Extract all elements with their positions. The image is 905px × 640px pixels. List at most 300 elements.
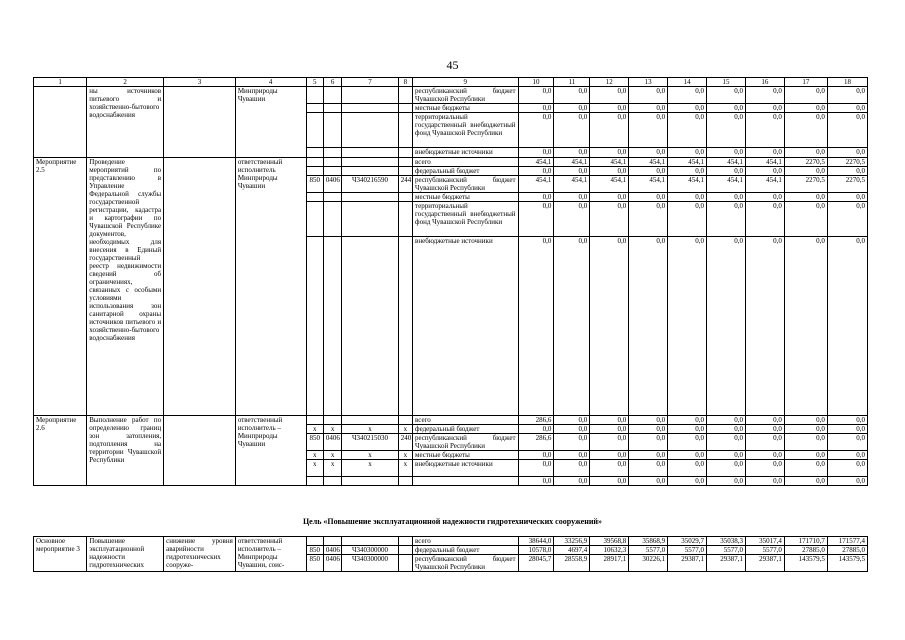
value-cell: 0,0 xyxy=(745,425,784,434)
value-cell: 0,0 xyxy=(827,202,867,237)
code-cell xyxy=(323,193,341,202)
code-cell: x xyxy=(398,460,412,477)
code-cell xyxy=(306,537,323,546)
table-row xyxy=(34,416,868,425)
executor-name: Минприроды Чувашии xyxy=(237,174,278,190)
value-cell: 0,0 xyxy=(827,167,867,176)
code-cell xyxy=(323,104,341,113)
value-cell: 29387,1 xyxy=(745,555,784,572)
value-cell: 0,0 xyxy=(707,434,746,451)
empty-cell xyxy=(164,416,236,486)
value-cell: 0,0 xyxy=(668,237,707,416)
value-cell: 0,0 xyxy=(668,451,707,460)
value-cell: 29387,1 xyxy=(707,555,746,572)
value-cell: 454,1 xyxy=(629,176,668,193)
code-cell xyxy=(342,416,398,425)
value-cell: 0,0 xyxy=(554,425,590,434)
value-cell: 454,1 xyxy=(745,158,784,167)
value-cell: 454,1 xyxy=(668,158,707,167)
value-cell: 0,0 xyxy=(518,113,554,148)
value-cell: 0,0 xyxy=(745,148,784,158)
value-cell: 0,0 xyxy=(518,87,554,104)
code-cell xyxy=(342,113,398,148)
value-cell: 454,1 xyxy=(668,176,707,193)
value-cell: 0,0 xyxy=(668,477,707,486)
code-cell: 0406 xyxy=(323,176,341,193)
code-cell xyxy=(306,158,323,167)
value-cell: 0,0 xyxy=(745,434,784,451)
value-cell: 0,0 xyxy=(590,193,629,202)
code-cell: x xyxy=(398,451,412,460)
value-cell: 0,0 xyxy=(784,87,827,104)
value-cell: 2270,5 xyxy=(827,176,867,193)
code-cell xyxy=(398,104,412,113)
table-row xyxy=(34,537,868,546)
value-cell: 0,0 xyxy=(827,460,867,477)
value-cell: 0,0 xyxy=(707,113,746,148)
value-cell: 454,1 xyxy=(590,158,629,167)
code-cell xyxy=(342,158,398,167)
code-cell xyxy=(306,148,323,158)
executor-role: ответственный исполнитель – xyxy=(237,416,283,432)
value-cell: 0,0 xyxy=(518,477,554,486)
code-cell xyxy=(306,477,323,486)
value-cell: 39568,8 xyxy=(590,537,629,546)
source-cell: территориальный государственный внебюджетный фонд Чувашской Республики xyxy=(413,202,519,237)
source-cell: федеральный бюджет xyxy=(413,425,519,434)
code-cell xyxy=(323,416,341,425)
value-cell: 0,0 xyxy=(745,451,784,460)
event-name-cell: Проведение мероприятий по представлению в Управление Федеральной службы государственной регистрации, кадастра и картографии по Чувашской Республике документов, необходимых для внесения в Единый государственный реестр недвижимости сведений об ограничениях, связанных с особыми условиями использования зон санитарной охраны источников питьевого и хозяйственно-бытового водоснабжения xyxy=(87,158,164,416)
source-cell: местные бюджеты xyxy=(413,451,519,460)
event-number-cell: Мероприятие 2.6 xyxy=(34,416,87,486)
code-cell xyxy=(342,237,398,416)
value-cell: 27885,0 xyxy=(784,546,827,555)
code-cell: 0406 xyxy=(323,546,341,555)
value-cell: 0,0 xyxy=(590,237,629,416)
code-cell xyxy=(323,477,341,486)
column-header: 4 xyxy=(235,78,306,87)
value-cell: 0,0 xyxy=(518,460,554,477)
code-cell: Ч340216590 xyxy=(342,176,398,193)
column-header: 8 xyxy=(398,78,412,87)
code-cell xyxy=(323,87,341,104)
column-header: 6 xyxy=(323,78,341,87)
value-cell: 0,0 xyxy=(629,87,668,104)
value-cell: 0,0 xyxy=(707,460,746,477)
code-cell xyxy=(323,113,341,148)
value-cell: 0,0 xyxy=(668,460,707,477)
value-cell: 33256,9 xyxy=(554,537,590,546)
value-cell: 0,0 xyxy=(745,416,784,425)
code-cell xyxy=(323,148,341,158)
value-cell: 0,0 xyxy=(554,87,590,104)
column-header: 2 xyxy=(87,78,164,87)
value-cell: 0,0 xyxy=(745,104,784,113)
value-cell: 0,0 xyxy=(629,425,668,434)
value-cell: 0,0 xyxy=(554,167,590,176)
value-cell: 454,1 xyxy=(554,158,590,167)
code-cell: x xyxy=(342,451,398,460)
code-cell xyxy=(398,202,412,237)
code-cell: x xyxy=(342,425,398,434)
value-cell: 0,0 xyxy=(668,113,707,148)
value-cell: 38644,0 xyxy=(518,537,554,546)
code-cell xyxy=(342,104,398,113)
value-cell: 0,0 xyxy=(629,193,668,202)
event-number-cell: Мероприятие 2.5 xyxy=(34,158,87,416)
source-cell: территориальный государственный внебюджетный фонд Чувашской Республики xyxy=(413,113,519,148)
value-cell: 0,0 xyxy=(554,416,590,425)
column-header: 14 xyxy=(668,78,707,87)
value-cell: 454,1 xyxy=(518,176,554,193)
value-cell: 0,0 xyxy=(590,87,629,104)
code-cell: Ч340215030 xyxy=(342,434,398,451)
value-cell: 10632,3 xyxy=(590,546,629,555)
value-cell: 0,0 xyxy=(827,477,867,486)
code-cell xyxy=(342,202,398,237)
value-cell: 2270,5 xyxy=(827,158,867,167)
value-cell: 0,0 xyxy=(707,193,746,202)
code-cell xyxy=(323,158,341,167)
value-cell: 0,0 xyxy=(784,237,827,416)
value-cell: 0,0 xyxy=(784,416,827,425)
value-cell: 0,0 xyxy=(668,148,707,158)
code-cell: Ч340300000 xyxy=(342,546,398,555)
value-cell: 0,0 xyxy=(827,113,867,148)
column-header: 12 xyxy=(590,78,629,87)
value-cell: 0,0 xyxy=(518,148,554,158)
value-cell: 0,0 xyxy=(590,148,629,158)
value-cell: 143579,5 xyxy=(784,555,827,572)
code-cell xyxy=(398,148,412,158)
value-cell: 0,0 xyxy=(668,434,707,451)
column-header: 16 xyxy=(745,78,784,87)
code-cell xyxy=(398,477,412,486)
source-cell: внебюджетные источники xyxy=(413,148,519,158)
value-cell: 0,0 xyxy=(784,193,827,202)
page-number: 45 xyxy=(446,58,459,72)
source-cell: внебюджетные источники xyxy=(413,460,519,477)
event-number-cell: Основное мероприятие 3 xyxy=(34,537,87,572)
column-header: 17 xyxy=(784,78,827,87)
source-cell: всего xyxy=(413,416,519,425)
code-cell xyxy=(398,193,412,202)
value-cell: 0,0 xyxy=(554,477,590,486)
source-cell: местные бюджеты xyxy=(413,104,519,113)
value-cell: 0,0 xyxy=(590,425,629,434)
source-cell: федеральный бюджет xyxy=(413,546,519,555)
source-cell: республиканский бюджет Чувашской Республики xyxy=(413,87,519,104)
value-cell: 0,0 xyxy=(668,193,707,202)
value-cell: 286,6 xyxy=(518,416,554,425)
value-cell: 0,0 xyxy=(554,237,590,416)
value-cell: 0,0 xyxy=(668,87,707,104)
code-cell xyxy=(342,87,398,104)
budget-table xyxy=(33,77,868,486)
value-cell: 454,1 xyxy=(629,158,668,167)
value-cell: 0,0 xyxy=(827,104,867,113)
header-row xyxy=(34,78,868,87)
event-name-cell: Повышение эксплуатационной надежности гидротехнических xyxy=(87,537,164,572)
code-cell xyxy=(342,537,398,546)
target-indicator-cell: снижение уровня аварийности гидротехнических сооруже- xyxy=(164,537,236,572)
value-cell: 454,1 xyxy=(590,176,629,193)
column-header: 7 xyxy=(342,78,398,87)
value-cell: 0,0 xyxy=(518,202,554,237)
code-cell xyxy=(398,167,412,176)
event-name-cell: ны источников питьевого и хозяйственно-бытового водоснабжения xyxy=(87,87,164,158)
code-cell xyxy=(398,546,412,555)
value-cell: 0,0 xyxy=(518,451,554,460)
event-name-cell: Выполнение работ по определению границ зон затопления, подтопления на территории Чувашской Республики xyxy=(87,416,164,486)
value-cell: 0,0 xyxy=(784,477,827,486)
value-cell: 35038,3 xyxy=(707,537,746,546)
value-cell: 0,0 xyxy=(827,451,867,460)
value-cell: 0,0 xyxy=(707,416,746,425)
code-cell: 850 xyxy=(306,555,323,572)
code-cell: 850 xyxy=(306,546,323,555)
value-cell: 0,0 xyxy=(784,167,827,176)
value-cell: 0,0 xyxy=(784,460,827,477)
value-cell: 286,6 xyxy=(518,434,554,451)
source-cell: республиканский бюджет Чувашской Республики xyxy=(413,434,519,451)
code-cell: 0406 xyxy=(323,555,341,572)
value-cell: 0,0 xyxy=(554,113,590,148)
code-cell xyxy=(306,87,323,104)
value-cell: 0,0 xyxy=(554,193,590,202)
code-cell xyxy=(398,537,412,546)
value-cell: 27885,0 xyxy=(827,546,867,555)
value-cell: 143579,5 xyxy=(827,555,867,572)
empty-cell xyxy=(164,158,236,416)
value-cell: 0,0 xyxy=(518,237,554,416)
value-cell: 454,1 xyxy=(518,158,554,167)
value-cell: 0,0 xyxy=(668,167,707,176)
value-cell: 0,0 xyxy=(707,167,746,176)
value-cell: 28917,1 xyxy=(590,555,629,572)
value-cell: 0,0 xyxy=(554,202,590,237)
table-row xyxy=(34,87,868,104)
column-header: 5 xyxy=(306,78,323,87)
value-cell: 0,0 xyxy=(668,416,707,425)
code-cell: 850 xyxy=(306,434,323,451)
code-cell xyxy=(306,202,323,237)
value-cell: 0,0 xyxy=(590,477,629,486)
value-cell: 5577,0 xyxy=(707,546,746,555)
value-cell: 454,1 xyxy=(707,176,746,193)
value-cell: 2270,5 xyxy=(784,158,827,167)
column-header: 10 xyxy=(518,78,554,87)
column-header: 1 xyxy=(34,78,87,87)
value-cell: 454,1 xyxy=(707,158,746,167)
value-cell: 0,0 xyxy=(827,148,867,158)
goal-table xyxy=(33,536,868,572)
column-header: 9 xyxy=(413,78,519,87)
value-cell: 0,0 xyxy=(745,460,784,477)
value-cell: 0,0 xyxy=(827,416,867,425)
value-cell: 0,0 xyxy=(629,237,668,416)
code-cell: x xyxy=(323,451,341,460)
value-cell: 0,0 xyxy=(784,113,827,148)
source-cell: федеральный бюджет xyxy=(413,167,519,176)
value-cell: 0,0 xyxy=(629,434,668,451)
goal-title: Цель «Повышение эксплуатационной надежности гидротехнических сооружений» xyxy=(302,517,603,526)
value-cell: 0,0 xyxy=(707,237,746,416)
value-cell: 29387,1 xyxy=(668,555,707,572)
code-cell xyxy=(306,167,323,176)
value-cell: 0,0 xyxy=(745,167,784,176)
source-cell xyxy=(413,477,519,486)
table-row xyxy=(34,158,868,167)
value-cell: 0,0 xyxy=(707,425,746,434)
value-cell: 0,0 xyxy=(629,202,668,237)
value-cell: 0,0 xyxy=(629,460,668,477)
code-cell: x xyxy=(323,425,341,434)
value-cell: 0,0 xyxy=(745,193,784,202)
value-cell: 0,0 xyxy=(784,451,827,460)
source-cell: внебюджетные источники xyxy=(413,237,519,416)
source-cell: всего xyxy=(413,537,519,546)
code-cell xyxy=(306,113,323,148)
executor-cell: ответственный исполнитель – Минприроды Чувашии, соис- xyxy=(235,537,306,572)
value-cell: 0,0 xyxy=(629,167,668,176)
value-cell: 0,0 xyxy=(827,87,867,104)
value-cell: 0,0 xyxy=(668,104,707,113)
code-cell: x xyxy=(306,425,323,434)
value-cell: 0,0 xyxy=(629,113,668,148)
value-cell: 0,0 xyxy=(629,148,668,158)
code-cell: x xyxy=(342,460,398,477)
code-cell xyxy=(398,416,412,425)
value-cell: 0,0 xyxy=(590,460,629,477)
value-cell: 171577,4 xyxy=(827,537,867,546)
value-cell: 28045,7 xyxy=(518,555,554,572)
value-cell: 0,0 xyxy=(590,167,629,176)
value-cell: 0,0 xyxy=(784,202,827,237)
value-cell: 0,0 xyxy=(629,416,668,425)
event-number-cell xyxy=(34,87,87,158)
value-cell: 0,0 xyxy=(745,87,784,104)
value-cell: 0,0 xyxy=(827,237,867,416)
value-cell: 0,0 xyxy=(707,104,746,113)
value-cell: 0,0 xyxy=(518,104,554,113)
value-cell: 2270,5 xyxy=(784,176,827,193)
value-cell: 0,0 xyxy=(590,104,629,113)
empty-cell xyxy=(164,87,236,158)
value-cell: 35868,9 xyxy=(629,537,668,546)
code-cell xyxy=(398,158,412,167)
code-cell xyxy=(323,237,341,416)
value-cell: 0,0 xyxy=(827,434,867,451)
value-cell: 0,0 xyxy=(629,477,668,486)
code-cell xyxy=(323,202,341,237)
value-cell: 0,0 xyxy=(668,425,707,434)
value-cell: 0,0 xyxy=(554,434,590,451)
code-cell xyxy=(398,237,412,416)
value-cell: 10578,0 xyxy=(518,546,554,555)
value-cell: 0,0 xyxy=(629,451,668,460)
code-cell xyxy=(306,237,323,416)
value-cell: 5577,0 xyxy=(629,546,668,555)
value-cell: 0,0 xyxy=(590,451,629,460)
value-cell: 0,0 xyxy=(554,460,590,477)
column-header: 15 xyxy=(707,78,746,87)
value-cell: 5577,0 xyxy=(745,546,784,555)
code-cell xyxy=(398,555,412,572)
code-cell xyxy=(342,193,398,202)
value-cell: 28558,9 xyxy=(554,555,590,572)
value-cell: 4697,4 xyxy=(554,546,590,555)
value-cell: 0,0 xyxy=(707,451,746,460)
executor-name: Минприроды Чувашии xyxy=(237,432,278,448)
code-cell xyxy=(342,148,398,158)
value-cell: 0,0 xyxy=(827,425,867,434)
value-cell: 0,0 xyxy=(707,148,746,158)
value-cell: 171710,7 xyxy=(784,537,827,546)
value-cell: 0,0 xyxy=(554,148,590,158)
value-cell: 0,0 xyxy=(707,477,746,486)
value-cell: 0,0 xyxy=(518,167,554,176)
value-cell: 0,0 xyxy=(784,434,827,451)
executor-cell xyxy=(235,158,306,416)
value-cell: 0,0 xyxy=(827,193,867,202)
value-cell: 5577,0 xyxy=(668,546,707,555)
value-cell: 0,0 xyxy=(745,113,784,148)
value-cell: 0,0 xyxy=(745,202,784,237)
value-cell: 0,0 xyxy=(784,425,827,434)
code-cell xyxy=(342,167,398,176)
source-cell: республиканский бюджет Чувашской Республики xyxy=(413,176,519,193)
source-cell: местные бюджеты xyxy=(413,193,519,202)
value-cell: 0,0 xyxy=(629,104,668,113)
code-cell: x xyxy=(323,460,341,477)
executor-cell: Минприроды Чувашии xyxy=(235,87,306,158)
value-cell: 454,1 xyxy=(745,176,784,193)
code-cell xyxy=(323,537,341,546)
source-cell: всего xyxy=(413,158,519,167)
value-cell: 0,0 xyxy=(518,425,554,434)
code-cell xyxy=(398,87,412,104)
value-cell: 0,0 xyxy=(554,451,590,460)
value-cell: 0,0 xyxy=(707,87,746,104)
column-header: 13 xyxy=(629,78,668,87)
code-cell: 850 xyxy=(306,176,323,193)
code-cell xyxy=(306,104,323,113)
code-cell: x xyxy=(306,451,323,460)
value-cell: 454,1 xyxy=(554,176,590,193)
code-cell: 240 xyxy=(398,434,412,451)
column-header: 11 xyxy=(554,78,590,87)
code-cell: x xyxy=(398,425,412,434)
executor-cell xyxy=(235,416,306,486)
column-header: 3 xyxy=(164,78,236,87)
value-cell: 0,0 xyxy=(518,193,554,202)
value-cell: 0,0 xyxy=(590,434,629,451)
code-cell xyxy=(306,193,323,202)
code-cell xyxy=(398,113,412,148)
executor-role: ответственный исполнитель xyxy=(237,158,283,174)
code-cell xyxy=(323,167,341,176)
code-cell: x xyxy=(306,460,323,477)
code-cell: Ч340300000 xyxy=(342,555,398,572)
value-cell: 35029,7 xyxy=(668,537,707,546)
value-cell: 30226,1 xyxy=(629,555,668,572)
source-cell: республиканский бюджет Чувашской Республики xyxy=(413,555,519,572)
code-cell xyxy=(306,416,323,425)
value-cell: 0,0 xyxy=(784,104,827,113)
value-cell: 0,0 xyxy=(707,202,746,237)
